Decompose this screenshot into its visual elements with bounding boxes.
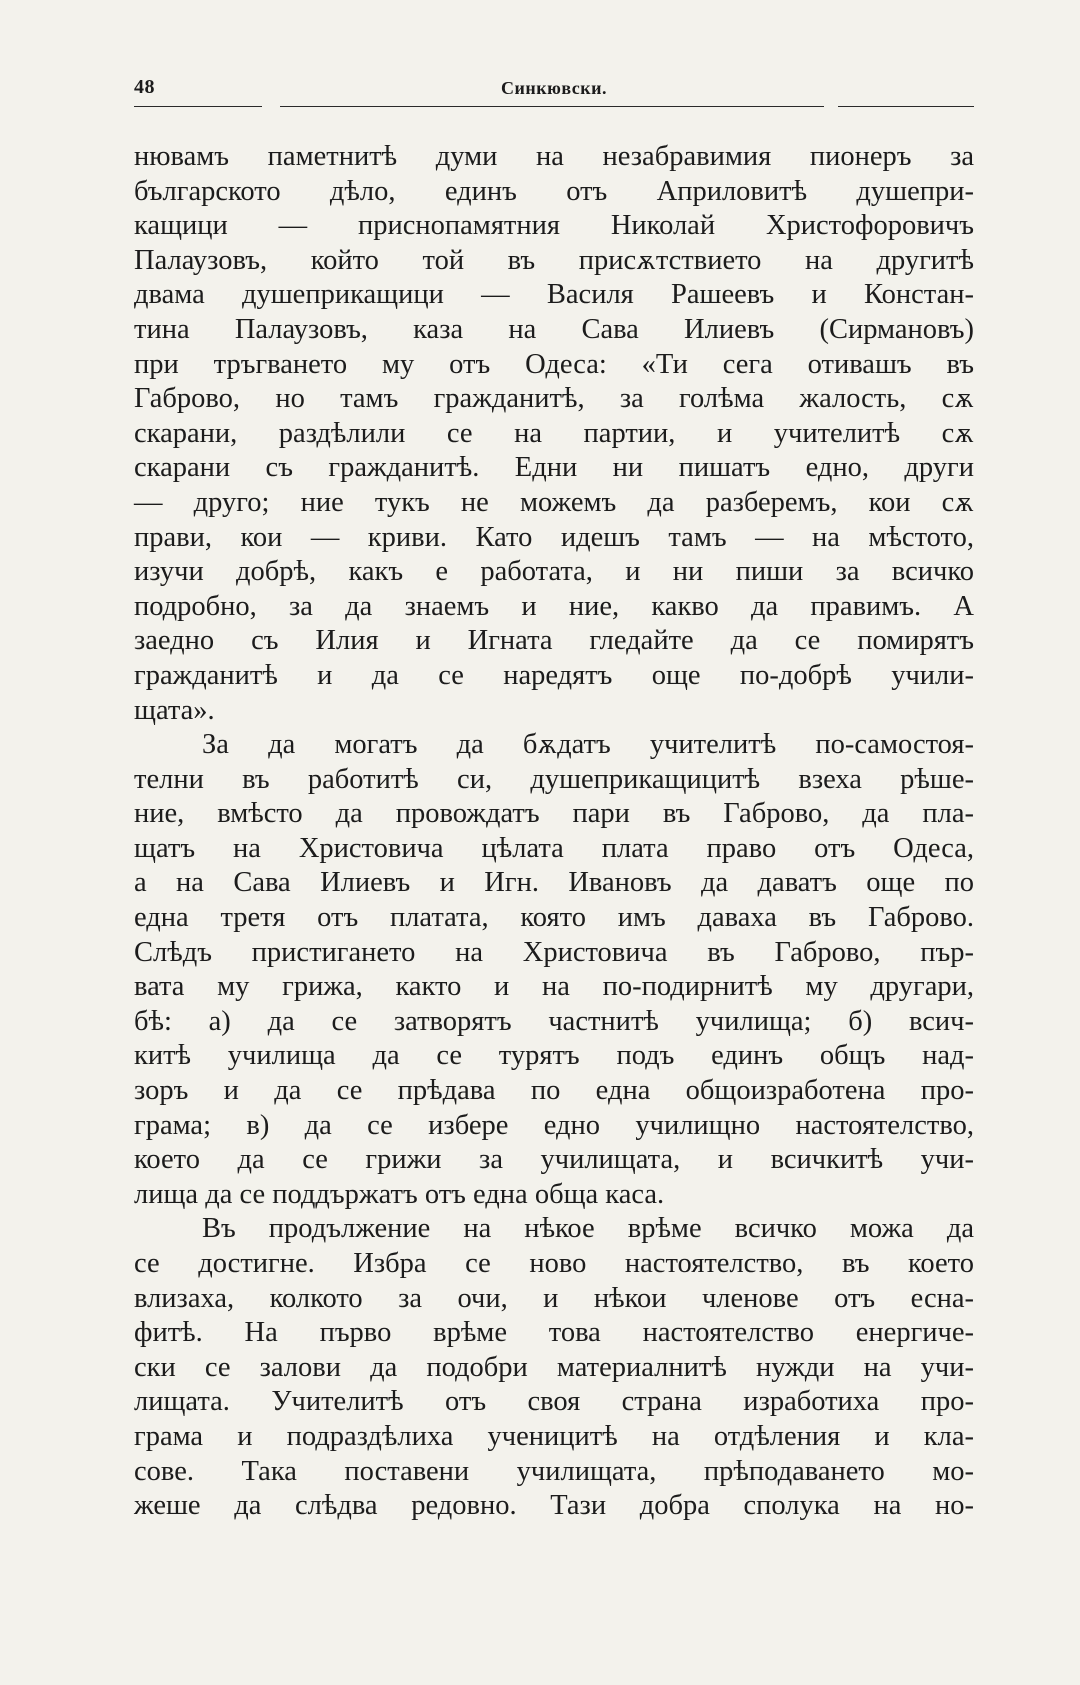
header-rule-left xyxy=(134,106,262,107)
text-line: подробно, за да знаемъ и ние, какво да правимъ. А xyxy=(134,590,974,622)
text-line: при тръгването му отъ Одеса: «Ти сега отивашъ въ xyxy=(134,348,974,380)
header-rule-middle xyxy=(280,106,824,107)
text-line: ние, вмѣсто да провождатъ пари въ Габрово, да пла- xyxy=(134,798,974,830)
text-line: заедно съ Илия и Игната гледайте да се помирятъ xyxy=(134,625,974,657)
text-line: се достигне. Избра се ново настоятелство, въ което xyxy=(134,1248,974,1279)
text-line: щата». xyxy=(134,694,215,726)
running-title: Синкювски. xyxy=(500,78,608,98)
text-line: кащици — приснопамятния Николай Христофоровичъ xyxy=(134,210,974,242)
text-line: ски се залови да подобри материалнитѣ нужди на учи- xyxy=(134,1351,974,1383)
body-text xyxy=(134,140,974,1524)
text-line: а на Сава Илиевъ и Игн. Ивановъ да даватъ още по xyxy=(134,867,974,899)
text-line: гражданитѣ и да се наредятъ още по-добрѣ учили- xyxy=(134,659,974,691)
text-line: зоръ и да се прѣдава по една общоизработена про- xyxy=(134,1075,974,1107)
text-line: влизаха, колкото за очи, и нѣкои членове отъ есна- xyxy=(134,1282,974,1314)
text-line: скарани, раздѣлили се на партии, и учителитѣ сѫ xyxy=(134,417,974,449)
text-line: Палаузовъ, който той въ присѫтствието на другитѣ xyxy=(134,244,974,276)
text-line: грама и подраздѣлиха ученицитѣ на отдѣления и кла- xyxy=(134,1420,974,1452)
text-line: бѣ: а) да се затворятъ частнитѣ училища; б) всич- xyxy=(134,1005,974,1037)
text-line: За да могатъ да бѫдатъ учителитѣ по-самостоя- xyxy=(202,729,974,761)
text-line: българското дѣло, единъ отъ Априловитѣ душепри- xyxy=(134,175,974,207)
text-line: грама; в) да се избере едно училищно настоятелство, xyxy=(134,1109,974,1141)
text-line: Слѣдъ пристигането на Христовича въ Габрово, пър- xyxy=(134,936,974,968)
text-line: лища да се поддържатъ отъ една обща каса. xyxy=(134,1178,665,1210)
text-line: скарани съ гражданитѣ. Едни ни пишатъ едно, други xyxy=(134,452,974,484)
page-header xyxy=(134,76,974,106)
text-line: лищата. Учителитѣ отъ своя страна изработиха про- xyxy=(134,1386,974,1418)
text-line: Габрово, но тамъ гражданитѣ, за голѣма жалость, сѫ xyxy=(134,383,974,415)
header-rule-right xyxy=(838,106,974,107)
text-line: фитѣ. На първо врѣме това настоятелство енергиче- xyxy=(134,1317,974,1349)
text-line: изучи добрѣ, какъ е работата, и ни пиши за всичко xyxy=(134,556,974,588)
text-line: щатъ на Христовича цѣлата плата право отъ Одеса, xyxy=(134,832,974,864)
text-line: вата му грижа, както и на по-подирнитѣ му другари, xyxy=(134,971,974,1003)
text-line: телни въ работитѣ си, душеприкащицитѣ взеха рѣше- xyxy=(134,763,974,795)
text-line: тина Палаузовъ, каза на Сава Илиевъ (Сирмановъ) xyxy=(134,313,974,345)
text-line: двама душеприкащици — Василя Рашеевъ и Констан- xyxy=(134,279,974,311)
text-line: прави, кои — криви. Като идешъ тамъ — на мѣстото, xyxy=(134,521,974,553)
text-line: Въ продължение на нѣкое врѣме всичко можа да xyxy=(202,1213,974,1245)
text-line: което да се грижи за училищата, и всичкитѣ учи- xyxy=(134,1144,974,1176)
text-line: китѣ училища да се турятъ подъ единъ общъ над- xyxy=(134,1040,974,1072)
text-line: една третя отъ платата, която имъ даваха въ Габрово. xyxy=(134,902,974,934)
page-number: 48 xyxy=(134,76,155,98)
text-line: жеше да слѣдва редовно. Тази добра сполука на но- xyxy=(134,1490,974,1522)
text-line: нювамъ паметнитѣ думи на незабравимия пионеръ за xyxy=(134,141,974,172)
text-line: сове. Така поставени училищата, прѣподаването мо- xyxy=(134,1455,974,1487)
text-line: — друго; ние тукъ не можемъ да разберемъ, кои сѫ xyxy=(134,486,974,518)
